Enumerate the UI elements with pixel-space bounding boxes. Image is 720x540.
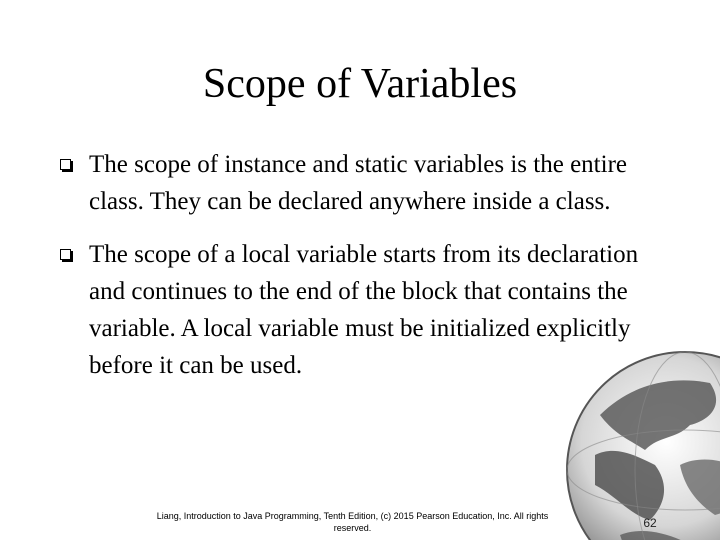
bullet-item bbox=[60, 146, 670, 220]
square-bullet-icon bbox=[60, 249, 71, 260]
square-bullet-icon bbox=[60, 159, 71, 170]
slide-title: Scope of Variables bbox=[202, 61, 518, 107]
bullet-item bbox=[60, 236, 670, 384]
bullet-list bbox=[60, 146, 670, 400]
bullet-text: The scope of a local variable starts from its declaration and continues to the end of the block that contains the variable. A local variable must be initialized explicitly before it can be used. bbox=[89, 241, 639, 379]
bullet-text: The scope of instance and static variables is the entire class. They can be declared anywhere inside a class. bbox=[89, 151, 627, 215]
copyright-footer: Liang, Introduction to Java Programming, Tenth Edition, (c) 2015 Pearson Education, Inc. All rights reserved. bbox=[156, 511, 549, 533]
page-number: 62 bbox=[643, 516, 657, 530]
